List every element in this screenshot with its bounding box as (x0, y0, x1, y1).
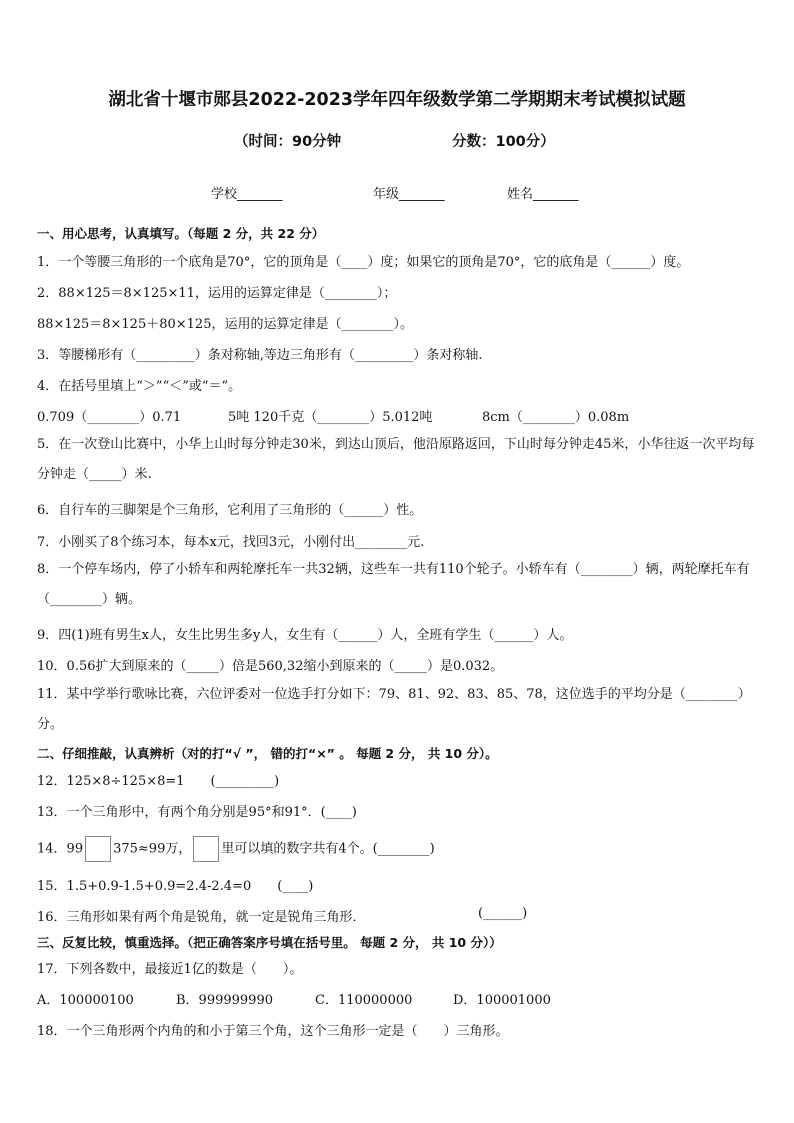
section-1-heading: 一、用心思考，认真填写。（每题 2 分，共 22 分） (37, 226, 325, 241)
exam-time: （时间：90分钟 (234, 134, 342, 150)
blank-box (85, 836, 111, 862)
question-6: 6．自行车的三脚架是个三角形，它利用了三角形的（______）性。 (37, 503, 423, 518)
question-14-suffix: 里可以填的数字共有4个。(________) (221, 841, 435, 857)
question-17: 17．下列各数中，最接近1亿的数是（ ）。 (37, 962, 303, 977)
question-2b: 88×125＝8×125＋80×125，运用的运算定律是（________）。 (37, 317, 413, 332)
name-field: 姓名_______ (507, 187, 579, 202)
question-7: 7．小刚买了8个练习本，每本x元，找回3元，小刚付出________元. (37, 535, 425, 550)
school-field: 学校_______ (211, 187, 283, 202)
section-2-heading: 二、仔细推敲，认真辨析（对的打“√ ”， 错的打“×” 。 每题 2 分， 共 10 分）。 (37, 746, 498, 761)
question-14-middle: 375≈99万， (113, 841, 192, 857)
question-9: 9．四(1)班有男生x人，女生比男生多y人，女生有（______）人，全班有学生（______）人。 (37, 628, 573, 643)
question-4-item-c: 8cm（________）0.08m (482, 410, 630, 425)
question-11: 11．某中学举行歌咏比赛，六位评委对一位选手打分如下：79、81、92、83、85、78，这位选手的平均分是（________）分。 (37, 687, 751, 732)
question-2a: 2．88×125＝8×125×11，运用的运算定律是（________）； (37, 286, 397, 301)
question-15: 15．1.5+0.9-1.5+0.9=2.4-2.4=0 (____) (37, 879, 314, 894)
question-13: 13．一个三角形中，有两个角分别是95°和91°．(____) (37, 805, 357, 820)
question-5: 5．在一次登山比赛中，小华上山时每分钟走30米，到达山顶后，他沿原路返回，下山时每分钟走45米，小华往返一次平均每分钟走（_____）米. (37, 437, 755, 482)
section-3-heading: 三、反复比较，慎重选择。（把正确答案序号填在括号里。 每题 2 分， 共 10 分）） (37, 935, 502, 950)
question-4: 4．在括号里填上“＞”“＜”或“＝”。 (37, 379, 242, 394)
question-4-item-a: 0.709（________）0.71 (37, 410, 182, 425)
question-16-answer: (______) (478, 906, 528, 921)
question-10: 10．0.56扩大到原来的（_____）倍是560,32缩小到原来的（_____）是0.032。 (37, 659, 504, 674)
question-17-option-b: B．999999990 (176, 993, 273, 1008)
question-17-option-d: D．100001000 (453, 993, 551, 1008)
exam-title: 湖北省十堰市郧县2022-2023学年四年级数学第二学期期末考试模拟试题 (108, 90, 686, 110)
grade-field: 年级_______ (373, 187, 445, 202)
question-17-option-a: A．100000100 (37, 993, 134, 1008)
exam-score: 分数：100分） (452, 134, 555, 150)
blank-box (193, 836, 219, 862)
question-1: 1．一个等腰三角形的一个底角是70°，它的顶角是（____）度；如果它的顶角是70°，它的底角是（______）度。 (37, 255, 690, 270)
question-8: 8．一个停车场内，停了小轿车和两轮摩托车一共32辆，这些车一共有110个轮子。小轿车有（________）辆，两轮摩托车有（________）辆。 (37, 562, 750, 607)
question-16: 16．三角形如果有两个角是锐角，就一定是锐角三角形． (37, 910, 366, 925)
question-14-prefix: 14．99 (37, 841, 84, 857)
question-12: 12．125×8÷125×8=1 (_________) (37, 774, 280, 789)
question-3: 3．等腰梯形有（_________）条对称轴,等边三角形有（_________）条对称轴. (37, 348, 483, 363)
question-14 (37, 836, 435, 862)
question-18: 18．一个三角形两个内角的和小于第三个角，这个三角形一定是（ ）三角形。 (37, 1024, 509, 1039)
question-4-item-b: 5吨 120千克（________）5.012吨 (228, 410, 433, 425)
question-17-option-c: C．110000000 (315, 993, 413, 1008)
